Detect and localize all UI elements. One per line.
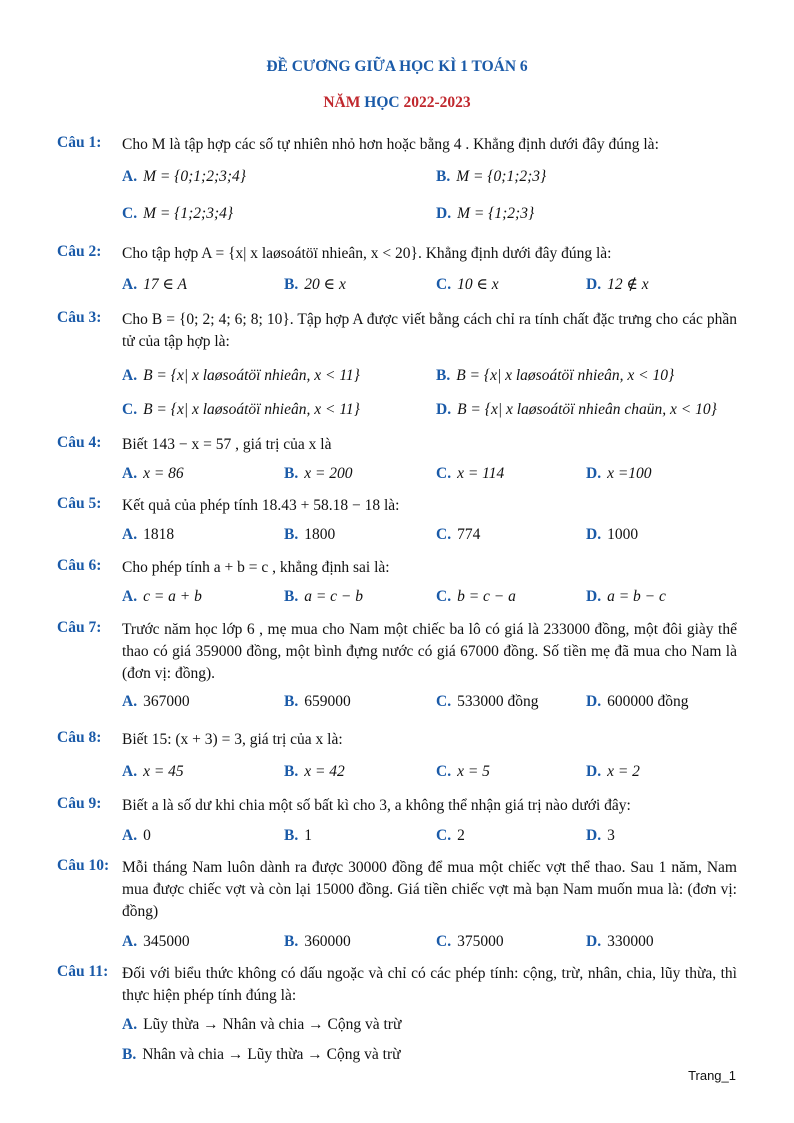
question-6-option-a bbox=[122, 588, 202, 606]
option-letter: A. bbox=[122, 693, 138, 710]
question-1-option-d bbox=[436, 205, 534, 223]
option-letter: C. bbox=[436, 827, 452, 844]
option-letter: D. bbox=[586, 763, 602, 780]
option-letter: B. bbox=[122, 1046, 137, 1063]
option-text: 600000 đồng bbox=[607, 693, 689, 710]
option-text: 0 bbox=[143, 827, 151, 844]
option-text: x =100 bbox=[607, 465, 652, 482]
option-text: 659000 bbox=[304, 693, 351, 710]
option-letter: A. bbox=[122, 168, 138, 185]
question-6-option-d bbox=[586, 588, 666, 606]
option-letter: D. bbox=[586, 276, 602, 293]
option-text: 345000 bbox=[143, 933, 190, 950]
question-4-option-d bbox=[586, 465, 652, 483]
question-2-text: Cho tập hợp A = {x| x laøsoátöï nhieân, x < 20}. Khẳng định dưới đây đúng là: bbox=[122, 245, 612, 262]
question-3-label: Câu 3: bbox=[57, 309, 102, 326]
option-text: 774 bbox=[457, 526, 481, 543]
option-letter: D. bbox=[586, 933, 602, 950]
question-3-option-c bbox=[122, 401, 360, 419]
option-text: 367000 bbox=[143, 693, 190, 710]
option-text: 360000 bbox=[304, 933, 351, 950]
question-4-option-b bbox=[284, 465, 353, 483]
question-1-option-a bbox=[122, 168, 246, 186]
option-text: x = 42 bbox=[304, 763, 345, 780]
option-letter: B. bbox=[436, 367, 451, 384]
question-11-label: Câu 11: bbox=[57, 963, 109, 980]
page-subtitle bbox=[0, 94, 794, 112]
option-text: 1800 bbox=[304, 526, 336, 543]
option-text: M = {1;2;3;4} bbox=[143, 205, 234, 222]
question-4-text: Biết 143 − x = 57 , giá trị của x là bbox=[122, 436, 332, 453]
question-9-text: Biết a là số dư khi chia một số bất kì cho 3, a không thể nhận giá trị nào dưới đây: bbox=[122, 797, 631, 814]
question-10-text: Mỗi tháng Nam luôn dành ra được 30000 đồng để mua một chiếc vợt thể thao. Sau 1 năm, Nam mua được chiếc vợt và còn lại 15000 đồng. Giá tiền chiếc vợt mà bạn Nam muốn mua là: (đơn vị: đồng) bbox=[122, 859, 737, 920]
option-text: 20 ∈ x bbox=[304, 276, 346, 293]
question-8-option-a bbox=[122, 763, 184, 781]
option-text: a = b − c bbox=[607, 588, 666, 605]
option-text: 3 bbox=[607, 827, 615, 844]
option-letter: A. bbox=[122, 827, 138, 844]
option-letter: A. bbox=[122, 465, 138, 482]
question-2-option-c bbox=[436, 275, 499, 294]
question-3-option-d bbox=[436, 401, 717, 419]
option-text: b = c − a bbox=[457, 588, 516, 605]
option-letter: A. bbox=[122, 933, 138, 950]
option-text: 375000 bbox=[457, 933, 504, 950]
option-letter: C. bbox=[436, 526, 452, 543]
question-1-text: Cho M là tập hợp các số tự nhiên nhỏ hơn hoặc bằng 4 . Khẳng định dưới đây đúng là: bbox=[122, 136, 659, 153]
subtitle-year: 2022-2023 bbox=[399, 94, 471, 111]
option-letter: B. bbox=[284, 763, 299, 780]
question-9-option-d bbox=[586, 827, 615, 845]
option-letter: D. bbox=[586, 588, 602, 605]
option-text: 2 bbox=[457, 827, 465, 844]
option-letter: A. bbox=[122, 763, 138, 780]
option-text: 1818 bbox=[143, 526, 175, 543]
question-8-option-c bbox=[436, 763, 490, 781]
option-text: x = 200 bbox=[304, 465, 353, 482]
option-text: B = {x| x laøsoátöï nhieân, x < 11} bbox=[143, 367, 360, 384]
option-text: 12 ∉ x bbox=[607, 276, 649, 293]
option-letter: B. bbox=[284, 933, 299, 950]
question-9-option-a bbox=[122, 827, 151, 845]
option-letter: D. bbox=[586, 827, 602, 844]
question-2-label: Câu 2: bbox=[57, 243, 102, 260]
option-text: a = c − b bbox=[304, 588, 364, 605]
option-letter: C. bbox=[436, 465, 452, 482]
question-6-option-b bbox=[284, 588, 363, 606]
question-5-text: Kết quả của phép tính 18.43 + 58.18 − 18 là: bbox=[122, 497, 400, 514]
option-letter: A. bbox=[122, 367, 138, 384]
question-6-label: Câu 6: bbox=[57, 557, 102, 574]
question-2-option-a bbox=[122, 275, 187, 294]
option-letter: D. bbox=[586, 693, 602, 710]
option-letter: B. bbox=[284, 526, 299, 543]
question-11-option-a bbox=[122, 1016, 401, 1034]
subtitle-year-word: NĂM bbox=[323, 94, 365, 111]
option-text: B = {x| x laøsoátöï nhieân, x < 10} bbox=[456, 367, 675, 384]
option-letter: D. bbox=[586, 526, 602, 543]
question-7-option-b bbox=[284, 693, 351, 711]
option-text: 1000 bbox=[607, 526, 639, 543]
option-text: c = a + b bbox=[143, 588, 202, 605]
option-text: x = 86 bbox=[143, 465, 184, 482]
option-text: M = {0;1;2;3;4} bbox=[143, 168, 246, 185]
question-9-label: Câu 9: bbox=[57, 795, 102, 812]
question-1-label: Câu 1: bbox=[57, 134, 102, 151]
question-4-label: Câu 4: bbox=[57, 434, 102, 451]
option-letter: B. bbox=[284, 588, 299, 605]
question-3-option-b bbox=[436, 367, 674, 385]
option-text: Lũy thừa → Nhân và chia → Cộng và trừ bbox=[143, 1016, 402, 1033]
question-8-label: Câu 8: bbox=[57, 729, 102, 746]
option-letter: B. bbox=[436, 168, 451, 185]
page-number: Trang_1 bbox=[688, 1068, 736, 1083]
subtitle-hoc-word: HỌC bbox=[364, 94, 400, 111]
option-letter: A. bbox=[122, 526, 138, 543]
option-text: x = 5 bbox=[457, 763, 490, 780]
question-1-option-b bbox=[436, 168, 546, 186]
option-letter: D. bbox=[586, 465, 602, 482]
question-2-option-b bbox=[284, 275, 346, 294]
option-text: 1 bbox=[304, 827, 312, 844]
question-7-label: Câu 7: bbox=[57, 619, 102, 636]
question-11-option-b bbox=[122, 1046, 401, 1064]
question-10-option-c bbox=[436, 933, 504, 951]
question-10-option-b bbox=[284, 933, 351, 951]
option-letter: C. bbox=[436, 588, 452, 605]
question-7-option-a bbox=[122, 693, 190, 711]
option-text: 17 ∈ A bbox=[143, 276, 187, 293]
question-10-option-a bbox=[122, 933, 190, 951]
option-letter: C. bbox=[122, 205, 138, 222]
option-text: B = {x| x laøsoátöï nhieân, x < 11} bbox=[143, 401, 360, 418]
option-letter: B. bbox=[284, 693, 299, 710]
option-text: x = 114 bbox=[457, 465, 505, 482]
option-text: M = {1;2;3} bbox=[457, 205, 535, 222]
option-letter: B. bbox=[284, 465, 299, 482]
question-3-option-a bbox=[122, 367, 360, 385]
question-6-option-c bbox=[436, 588, 516, 606]
option-text: 330000 bbox=[607, 933, 654, 950]
option-letter: C. bbox=[436, 933, 452, 950]
question-8-option-d bbox=[586, 763, 640, 781]
question-1-option-c bbox=[122, 205, 233, 223]
option-text: 10 ∈ x bbox=[457, 276, 499, 293]
question-9-option-c bbox=[436, 827, 465, 845]
option-text: 533000 đồng bbox=[457, 693, 539, 710]
question-5-option-c bbox=[436, 526, 480, 544]
option-letter: C. bbox=[436, 763, 452, 780]
question-4-option-c bbox=[436, 465, 504, 483]
option-text: Nhân và chia → Lũy thừa → Cộng và trừ bbox=[142, 1046, 401, 1063]
question-8-text: Biết 15: (x + 3) = 3, giá trị của x là: bbox=[122, 731, 343, 748]
option-letter: A. bbox=[122, 1016, 138, 1033]
option-letter: C. bbox=[436, 693, 452, 710]
option-letter: C. bbox=[436, 276, 452, 293]
question-5-option-d bbox=[586, 526, 638, 544]
question-5-label: Câu 5: bbox=[57, 495, 102, 512]
option-letter: D. bbox=[436, 401, 452, 418]
question-6-text: Cho phép tính a + b = c , khẳng định sai là: bbox=[122, 559, 390, 576]
question-7-option-d bbox=[586, 693, 688, 711]
option-text: x = 45 bbox=[143, 763, 184, 780]
question-9-option-b bbox=[284, 827, 312, 845]
question-8-option-b bbox=[284, 763, 345, 781]
question-5-option-b bbox=[284, 526, 335, 544]
question-10-label: Câu 10: bbox=[57, 857, 110, 874]
question-4-option-a bbox=[122, 465, 184, 483]
option-letter: A. bbox=[122, 588, 138, 605]
option-text: x = 2 bbox=[607, 763, 640, 780]
option-letter: B. bbox=[284, 276, 299, 293]
question-7-text: Trước năm học lớp 6 , mẹ mua cho Nam một chiếc ba lô có giá là 233000 đồng, một đôi giày thể thao có giá 359000 đồng, một bình đựng nước có giá 67000 đồng. Số tiền mẹ đã mua cho Nam là (đơn vị: đồng). bbox=[122, 621, 737, 682]
option-text: B = {x| x laøsoátöï nhieân chaün, x < 10} bbox=[457, 401, 717, 418]
option-letter: A. bbox=[122, 276, 138, 293]
question-3-text: Cho B = {0; 2; 4; 6; 8; 10}. Tập hợp A được viết bằng cách chỉ ra tính chất đặc trưng cho các phần tử của tập hợp là: bbox=[122, 311, 737, 350]
page-title: ĐỀ CƯƠNG GIỮA HỌC KÌ 1 TOÁN 6 bbox=[266, 58, 528, 75]
question-5-option-a bbox=[122, 526, 174, 544]
question-2-option-d bbox=[586, 275, 649, 294]
question-7-option-c bbox=[436, 693, 538, 711]
option-letter: C. bbox=[122, 401, 138, 418]
question-11-text: Đối với biểu thức không có dấu ngoặc và chỉ có các phép tính: cộng, trừ, nhân, chia, lũy thừa, thì thực hiện phép tính đúng là: bbox=[122, 965, 737, 1004]
question-10-option-d bbox=[586, 933, 654, 951]
option-letter: B. bbox=[284, 827, 299, 844]
option-text: M = {0;1;2;3} bbox=[456, 168, 547, 185]
option-letter: D. bbox=[436, 205, 452, 222]
